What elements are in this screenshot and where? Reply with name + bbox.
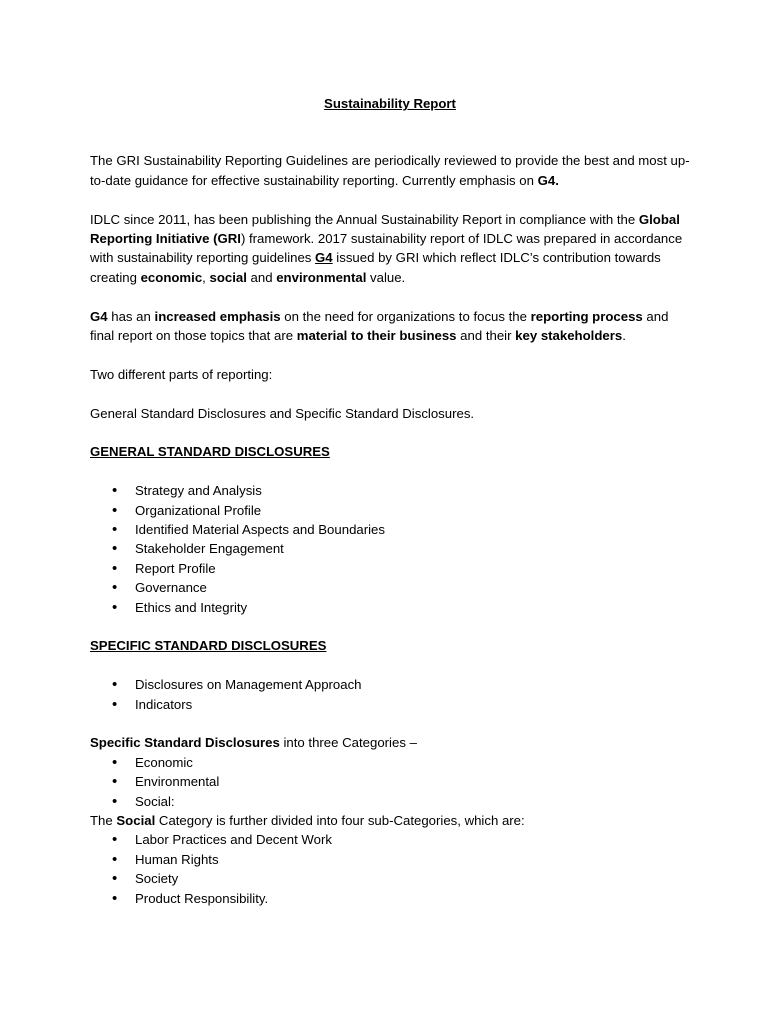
list-item: • Economic <box>90 753 690 772</box>
intro-paragraph: The GRI Sustainability Reporting Guidelines are periodically reviewed to provide the best and most up-to-date guidance for effective sustainability reporting. Currently emphasis on G4. <box>90 153 690 188</box>
idlc-paragraph: IDLC since 2011, has been publishing the Annual Sustainability Report in compliance with the Global Reporting Initiative (GRI) framework. 2017 sustainability report of IDLC was prepared in accordance with sustainability reporting guidelines G4 issued by GRI which reflect IDLC’s contribution towards creating economic, social and environmental value. <box>90 211 683 285</box>
list-item: • Organizational Profile <box>90 501 690 520</box>
parts-paragraph: Two different parts of reporting: <box>90 366 273 382</box>
list-item: • Stakeholder Engagement <box>90 539 690 558</box>
list-item: • Labor Practices and Decent Work <box>90 830 690 849</box>
list-item: • Society <box>90 869 690 888</box>
list-item: • Identified Material Aspects and Boundaries <box>90 520 690 539</box>
social-subcategories-list <box>90 830 690 908</box>
general-disclosures-heading: GENERAL STANDARD DISCLOSURES <box>90 444 330 460</box>
general-disclosures-list <box>90 481 690 617</box>
list-item: • Strategy and Analysis <box>90 481 690 500</box>
list-item: • Ethics and Integrity <box>90 598 690 617</box>
document-title: Sustainability Report <box>324 96 456 111</box>
specific-disclosures-list <box>90 675 690 714</box>
list-item: • Social: <box>90 792 690 811</box>
list-item: • Disclosures on Management Approach <box>90 675 690 694</box>
list-item: • Indicators <box>90 695 690 714</box>
list-item: • Governance <box>90 578 690 597</box>
g4-paragraph: G4 has an increased emphasis on the need for organizations to focus the reporting process and final report on those topics that are material to their business and their key stakeholders. <box>90 308 669 344</box>
social-intro: The Social Category is further divided into four sub-Categories, which are: <box>90 813 525 829</box>
disclosures-paragraph: General Standard Disclosures and Specific Standard Disclosures. <box>90 405 475 421</box>
specific-disclosures-heading: SPECIFIC STANDARD DISCLOSURES <box>90 638 327 654</box>
list-item: • Product Responsibility. <box>90 889 690 908</box>
categories-intro: Specific Standard Disclosures into three Categories – <box>90 735 417 751</box>
categories-list <box>90 753 690 811</box>
list-item: • Environmental <box>90 772 690 791</box>
list-item: • Human Rights <box>90 850 690 869</box>
list-item: • Report Profile <box>90 559 690 578</box>
document-body <box>90 94 690 908</box>
